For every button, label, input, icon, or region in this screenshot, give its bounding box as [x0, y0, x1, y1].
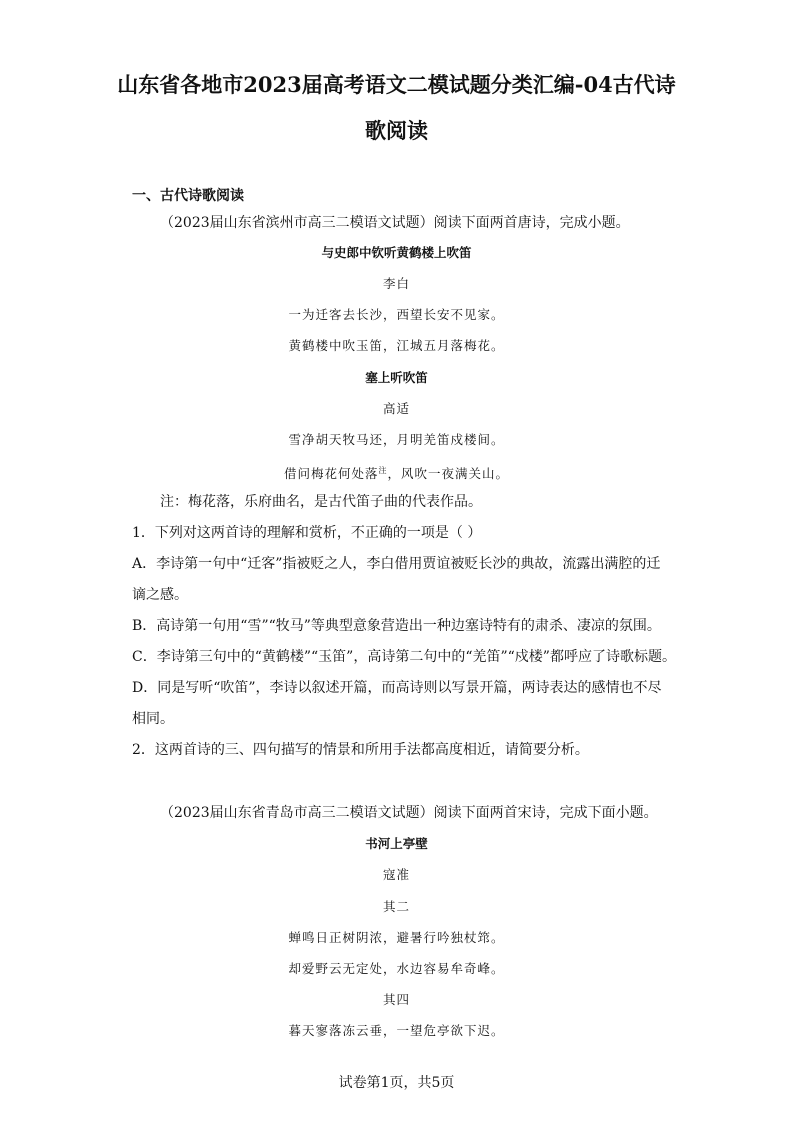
option-c: C．李诗第三句中的“黄鹤楼”“玉笛”，高诗第二句中的“羌笛”“戍楼”都呼应了诗歌标题。	[132, 649, 676, 665]
question-2: 2．这两首诗的三、四句描写的情景和所用手法都高度相近，请简要分析。	[132, 742, 589, 758]
block2-intro: （2023届山东省青岛市高三二模语文试题）阅读下面两首宋诗，完成下面小题。	[160, 805, 658, 821]
question-1: 1．下列对这两首诗的理解和赏析，不正确的一项是（ ）	[132, 525, 482, 541]
poem2-line-1: 雪净胡天牧马还，月明羌笛戍楼间。	[288, 432, 505, 447]
poem1-line-2: 黄鹤楼中吹玉笛，江城五月落梅花。	[288, 338, 505, 353]
poem1-author: 李白	[382, 276, 410, 291]
footnote: 注：梅花落，乐府曲名，是古代笛子曲的代表作品。	[160, 494, 482, 510]
section-heading: 一、古代诗歌阅读	[132, 188, 244, 204]
block2-sub1-line-1: 蝉鸣日正树阴浓，避暑行吟独杖筇。	[288, 930, 505, 945]
block2-sub-2: 其四	[382, 992, 410, 1007]
block2-sub-1: 其二	[382, 899, 410, 914]
option-d-line-1: D．同是写听“吹笛”，李诗以叙述开篇，而高诗则以写景开篇，两诗表达的感情也不尽	[132, 680, 662, 696]
block2-poem-author: 寇准	[382, 867, 410, 882]
option-b: B．高诗第一句用“雪”“牧马”等典型意象营造出一种边塞诗特有的肃杀、凄凉的氛围。	[132, 618, 661, 634]
poem2-line-2	[0, 461, 793, 484]
poem1-line-1: 一为迁客去长沙，西望长安不见家。	[288, 307, 505, 322]
poem2-author: 高适	[382, 401, 410, 416]
block2-sub1-line-2: 却爱野云无定处，水边容易牟奇峰。	[288, 961, 505, 976]
block2-sub2-line-1: 暮天寥落冻云垂，一望危亭欲下迟。	[288, 1023, 505, 1038]
option-d-line-2: 相同。	[132, 711, 174, 727]
title-line-1: 山东省各地市2023届高考语文二模试题分类汇编-04古代诗	[117, 72, 676, 97]
footnote-mark: 注	[378, 466, 388, 475]
block2-poem-title: 书河上亭壁	[365, 836, 428, 851]
page-title	[100, 62, 693, 154]
poem2-line-2-end: ，风吹一夜满关山。	[387, 466, 510, 482]
title-line-2: 歌阅读	[365, 118, 428, 143]
poem2-title: 塞上听吹笛	[365, 370, 428, 385]
option-a-line-2: 谪之感。	[132, 587, 188, 603]
poem2-line-2-start: 借问梅花何处落	[283, 466, 379, 482]
block1-intro: （2023届山东省滨州市高三二模语文试题）阅读下面两首唐诗，完成小题。	[160, 215, 630, 231]
page-footer: 试卷第1页，共5页	[338, 1075, 455, 1091]
poem1-title: 与史郎中钦听黄鹤楼上吹笛	[321, 245, 472, 260]
option-a-line-1: A．李诗第一句中“迁客”指被贬之人，李白借用贾谊被贬长沙的典故，流露出满腔的迁	[132, 556, 661, 572]
